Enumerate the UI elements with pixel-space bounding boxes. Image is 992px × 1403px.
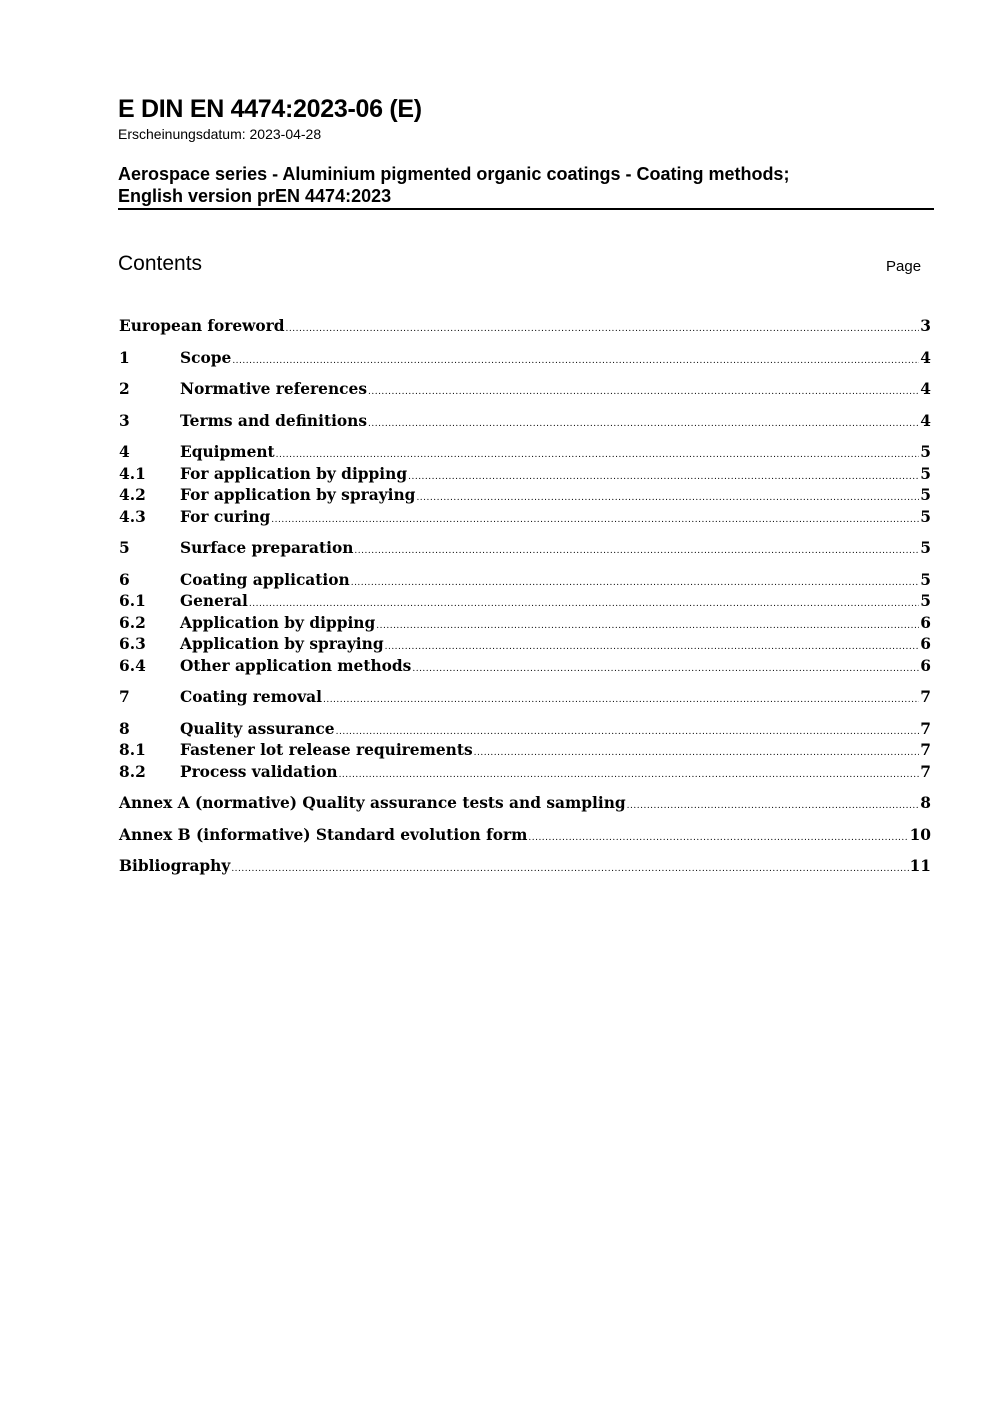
toc-entry-label: European foreword — [119, 317, 285, 335]
toc-dot-leader — [232, 351, 919, 372]
toc-entry-label: Coating removal — [180, 688, 322, 706]
toc-entry-number: 6.1 — [119, 592, 146, 610]
toc-dot-leader — [416, 488, 919, 509]
toc-entry-page: 4 — [920, 380, 931, 398]
toc-entry-page: 7 — [920, 688, 931, 706]
toc-entry-label: Scope — [180, 349, 232, 367]
toc-dot-leader — [528, 828, 908, 849]
toc-dot-leader — [354, 541, 919, 562]
toc-entry-page: 11 — [909, 857, 931, 875]
contents-heading: Contents — [118, 252, 203, 275]
toc-entry-number: 8 — [119, 720, 130, 738]
toc-entry-number: 6 — [119, 571, 130, 589]
toc-entry-label: For application by spraying — [180, 486, 416, 504]
toc-entry-number: 4.1 — [119, 465, 146, 483]
toc-entry-page: 5 — [920, 508, 931, 526]
toc-entry-8-1[interactable] — [119, 740, 931, 761]
toc-entry-label: Normative references — [180, 380, 367, 398]
toc-entry-label: Terms and definitions — [180, 412, 368, 430]
toc-dot-leader — [627, 796, 920, 817]
toc-entry-8[interactable] — [119, 719, 931, 740]
toc-entry-label: Application by dipping — [180, 614, 376, 632]
toc-entry-number: 6.4 — [119, 657, 146, 675]
toc-entry-number: 6.2 — [119, 614, 146, 632]
toc-entry-4[interactable] — [119, 442, 931, 463]
toc-entry-page: 5 — [920, 571, 931, 589]
toc-entry-label: Quality assurance — [180, 720, 335, 738]
toc-entry-number: 4.2 — [119, 486, 146, 504]
toc-entry-label: Process validation — [180, 763, 338, 781]
toc-entry-foreword[interactable] — [119, 316, 931, 337]
toc-entry-page: 10 — [909, 826, 931, 844]
toc-dot-leader — [249, 594, 919, 615]
toc-entry-number: 4.3 — [119, 508, 146, 526]
toc-entry-6-2[interactable] — [119, 613, 931, 634]
toc-dot-leader — [412, 659, 919, 680]
toc-entry-label: Other application methods — [180, 657, 412, 675]
toc-dot-leader — [368, 414, 919, 435]
toc-entry-label: Application by spraying — [180, 635, 384, 653]
toc-entry-label: Surface preparation — [180, 539, 354, 557]
toc-entry-6[interactable] — [119, 570, 931, 591]
toc-entry-2[interactable] — [119, 379, 931, 400]
toc-entry-label: For application by dipping — [180, 465, 408, 483]
toc-dot-leader — [385, 637, 920, 658]
toc-dot-leader — [231, 859, 908, 880]
toc-dot-leader — [276, 445, 920, 466]
toc-entry-5[interactable] — [119, 538, 931, 559]
publication-date: Erscheinungsdatum: 2023-04-28 — [118, 126, 322, 142]
toc-entry-1[interactable] — [119, 348, 931, 369]
toc-entry-annex-b[interactable] — [119, 825, 931, 846]
toc-entry-label: Annex A (normative) Quality assurance tests and sampling — [119, 794, 626, 812]
toc-entry-label: General — [180, 592, 248, 610]
toc-entry-bibliography[interactable] — [119, 856, 931, 877]
toc-dot-leader — [323, 690, 919, 711]
toc-entry-label: Annex B (informative) Standard evolution form — [119, 826, 528, 844]
toc-dot-leader — [474, 743, 920, 764]
toc-entry-label: Equipment — [180, 443, 275, 461]
toc-entry-label: Bibliography — [119, 857, 231, 875]
toc-entry-page: 5 — [920, 486, 931, 504]
toc-entry-number: 8.2 — [119, 763, 146, 781]
toc-entry-page: 5 — [920, 592, 931, 610]
toc-entry-6-3[interactable] — [119, 634, 931, 655]
toc-entry-number: 3 — [119, 412, 130, 430]
toc-entry-page: 6 — [920, 614, 931, 632]
toc-entry-4-1[interactable] — [119, 464, 931, 485]
toc-entry-8-2[interactable] — [119, 762, 931, 783]
toc-entry-4-3[interactable] — [119, 507, 931, 528]
toc-entry-page: 8 — [920, 794, 931, 812]
toc-entry-page: 5 — [920, 539, 931, 557]
toc-entry-page: 7 — [920, 720, 931, 738]
toc-entry-number: 1 — [119, 349, 130, 367]
toc-entry-page: 6 — [920, 635, 931, 653]
toc-entry-label: Fastener lot release requirements — [180, 741, 473, 759]
toc-entry-number: 8.1 — [119, 741, 146, 759]
toc-entry-6-4[interactable] — [119, 656, 931, 677]
toc-entry-page: 5 — [920, 443, 931, 461]
toc-entry-page: 4 — [920, 349, 931, 367]
toc-entry-number: 7 — [119, 688, 130, 706]
toc-entry-7[interactable] — [119, 687, 931, 708]
toc-entry-number: 5 — [119, 539, 130, 557]
toc-entry-page: 4 — [920, 412, 931, 430]
toc-entry-page: 3 — [920, 317, 931, 335]
document-title-line-1: Aerospace series - Aluminium pigmented organic coatings - Coating methods; — [118, 164, 790, 184]
toc-entry-page: 7 — [920, 763, 931, 781]
toc-entry-4-2[interactable] — [119, 485, 931, 506]
document-identifier: E DIN EN 4474:2023-06 (E) — [118, 95, 422, 123]
page-column-heading: Page — [886, 258, 922, 275]
toc-entry-page: 7 — [920, 741, 931, 759]
toc-entry-number: 2 — [119, 380, 130, 398]
toc-entry-number: 4 — [119, 443, 130, 461]
toc-entry-label: For curing — [180, 508, 271, 526]
toc-dot-leader — [271, 510, 919, 531]
toc-entry-page: 5 — [920, 465, 931, 483]
toc-entry-label: Coating application — [180, 571, 350, 589]
toc-entry-6-1[interactable] — [119, 591, 931, 612]
table-of-contents — [119, 0, 931, 1403]
toc-dot-leader — [368, 382, 919, 403]
document-title-line-2: English version prEN 4474:2023 — [118, 186, 392, 206]
toc-entry-page: 6 — [920, 657, 931, 675]
toc-entry-3[interactable] — [119, 411, 931, 432]
toc-entry-annex-a[interactable] — [119, 793, 931, 814]
toc-entry-number: 6.3 — [119, 635, 146, 653]
toc-dot-leader — [286, 319, 920, 340]
toc-dot-leader — [339, 765, 920, 786]
